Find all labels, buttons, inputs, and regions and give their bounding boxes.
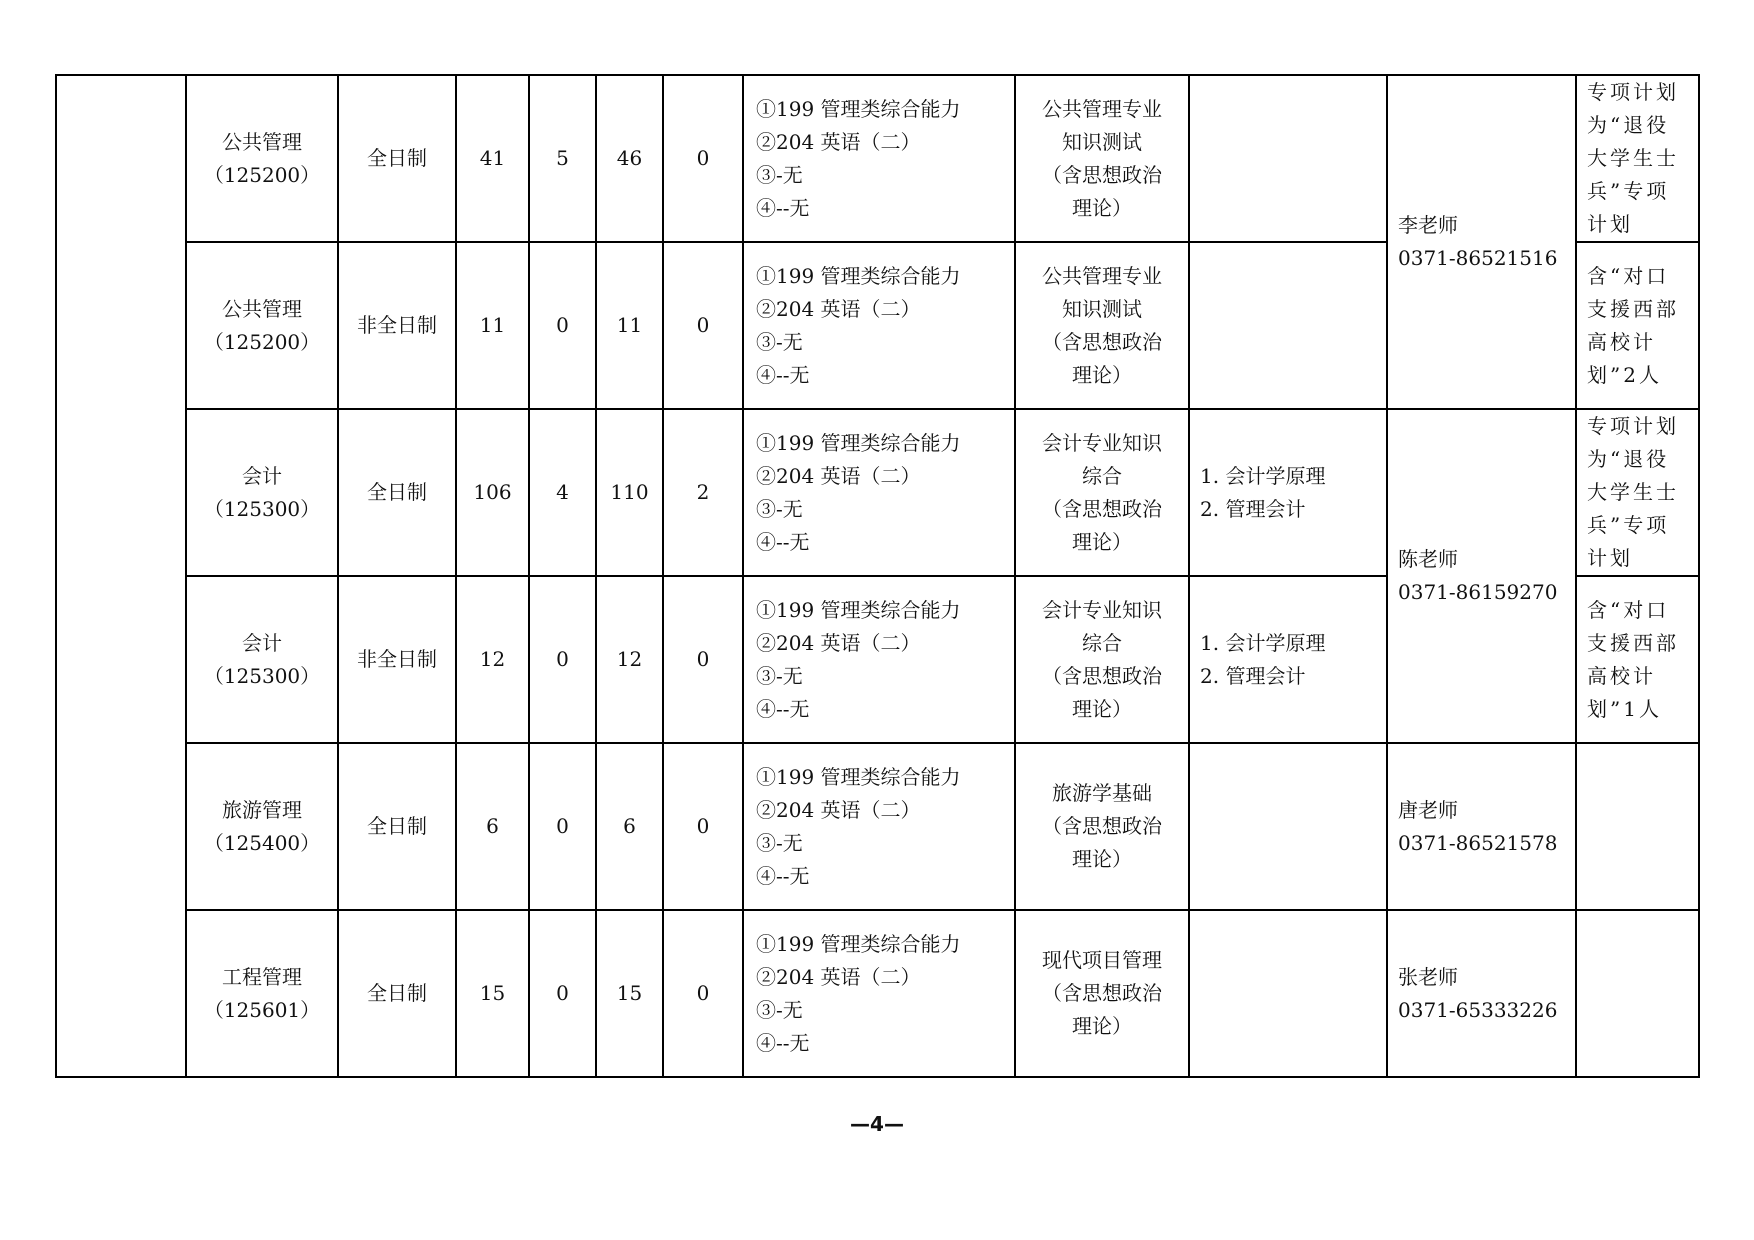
retest-subject-line: 现代项目管理 (1042, 948, 1162, 972)
retest-subject-line: 理论） (1072, 696, 1132, 721)
major-cell (186, 743, 338, 910)
exam-subjects-cell (743, 75, 1015, 242)
college-cell (56, 75, 186, 1077)
page-number: —4— (850, 1112, 904, 1136)
retest-subject-line: 理论） (1072, 195, 1132, 220)
exam-subject-line: ①199 管理类综合能力 (756, 263, 961, 288)
exam-subject-line: ③-无 (756, 997, 803, 1022)
count-cell-2: 4 (529, 409, 596, 576)
contact-name: 李老师 (1398, 213, 1458, 237)
retest-subject-line: 综合 (1082, 463, 1122, 488)
exam-subject-line: ③-无 (756, 162, 803, 187)
exam-subject-line: ②204 英语（二） (756, 964, 921, 989)
additional-subjects-cell (1189, 743, 1387, 910)
major-name: 会计 (242, 630, 282, 655)
retest-subject-line: 理论） (1072, 529, 1132, 554)
additional-subjects-cell (1189, 576, 1387, 743)
major-code: （125300） (203, 496, 321, 521)
exam-subjects-cell (743, 409, 1015, 576)
count-cell-3: 11 (596, 242, 663, 409)
retest-subject-cell (1015, 242, 1189, 409)
exam-subject-line: ②204 英语（二） (756, 463, 921, 488)
exam-subject-line: ③-无 (756, 496, 803, 521)
major-cell (186, 576, 338, 743)
additional-subjects-cell (1189, 409, 1387, 576)
count-cell-3: 12 (596, 576, 663, 743)
table-row (56, 910, 1699, 1077)
count-cell-2: 0 (529, 242, 596, 409)
count-cell-2: 5 (529, 75, 596, 242)
count-cell-4: 0 (663, 576, 743, 743)
count-cell-2: 0 (529, 743, 596, 910)
study-mode-cell: 全日制 (338, 743, 456, 910)
retest-subject-line: （含思想政治 (1042, 496, 1162, 521)
major-cell (186, 242, 338, 409)
count-cell-4: 0 (663, 242, 743, 409)
retest-subject-line: 理论） (1072, 362, 1132, 387)
retest-subject-line: 知识测试 (1062, 296, 1142, 321)
retest-subject-line: 知识测试 (1062, 129, 1142, 154)
study-mode-cell: 全日制 (338, 75, 456, 242)
count-cell-2: 0 (529, 910, 596, 1077)
retest-subject-line: 理论） (1072, 847, 1132, 871)
exam-subject-line: ③-无 (756, 830, 803, 855)
exam-subject-line: ③-无 (756, 329, 803, 354)
exam-subjects-cell (743, 242, 1015, 409)
retest-subject-line: （含思想政治 (1042, 329, 1162, 354)
contact-cell (1387, 743, 1576, 910)
additional-subject-line: 2. 管理会计 (1200, 663, 1306, 688)
exam-subject-line: ②204 英语（二） (756, 630, 921, 655)
major-name: 公共管理 (222, 129, 302, 154)
exam-subjects-cell (743, 743, 1015, 910)
exam-subjects-cell (743, 910, 1015, 1077)
retest-subject-line: 公共管理专业 (1042, 96, 1162, 121)
count-cell-1: 15 (456, 910, 529, 1077)
count-cell-4: 0 (663, 743, 743, 910)
retest-subject-line: 旅游学基础 (1052, 781, 1152, 805)
exam-subjects-cell (743, 576, 1015, 743)
retest-subject-line: （含思想政治 (1042, 162, 1162, 187)
major-code: （125200） (203, 329, 321, 354)
count-cell-3: 110 (596, 409, 663, 576)
table-body (56, 75, 1699, 1077)
contact-phone: 0371-86521578 (1398, 830, 1558, 855)
remark-cell: 含“对口支援西部高校计划”2人 (1576, 242, 1699, 409)
major-cell (186, 409, 338, 576)
exam-subject-line: ④--无 (756, 529, 810, 554)
contact-name: 张老师 (1398, 964, 1458, 989)
remark-cell: 含“对口支援西部高校计划”1人 (1576, 576, 1699, 743)
count-cell-2: 0 (529, 576, 596, 743)
retest-subject-line: 会计专业知识 (1042, 430, 1162, 455)
major-cell (186, 75, 338, 242)
remark-cell (1576, 743, 1699, 910)
exam-subject-line: ①199 管理类综合能力 (756, 931, 961, 956)
retest-subject-line: （含思想政治 (1042, 814, 1162, 838)
study-mode-cell: 全日制 (338, 910, 456, 1077)
additional-subjects-cell (1189, 910, 1387, 1077)
major-name: 会计 (242, 463, 282, 488)
remark-cell: 专项计划为“退役大学生士兵”专项计划 (1576, 409, 1699, 576)
major-code: （125200） (203, 162, 321, 187)
contact-name: 唐老师 (1398, 797, 1458, 822)
contact-phone: 0371-86521516 (1398, 246, 1558, 270)
count-cell-1: 11 (456, 242, 529, 409)
study-mode-cell: 非全日制 (338, 576, 456, 743)
exam-subject-line: ④--无 (756, 863, 810, 888)
table-row (56, 743, 1699, 910)
retest-subject-cell (1015, 576, 1189, 743)
retest-subject-line: （含思想政治 (1042, 981, 1162, 1005)
count-cell-4: 0 (663, 75, 743, 242)
count-cell-1: 106 (456, 409, 529, 576)
exam-subject-line: ④--无 (756, 696, 810, 721)
additional-subject-line: 2. 管理会计 (1200, 496, 1306, 521)
count-cell-1: 6 (456, 743, 529, 910)
major-code: （125601） (203, 997, 321, 1022)
additional-subject-line: 1. 会计学原理 (1200, 463, 1326, 488)
count-cell-3: 15 (596, 910, 663, 1077)
exam-subject-line: ①199 管理类综合能力 (756, 764, 961, 789)
exam-subject-line: ④--无 (756, 195, 810, 220)
retest-subject-line: 会计专业知识 (1042, 597, 1162, 622)
contact-phone: 0371-65333226 (1398, 997, 1558, 1022)
major-name: 旅游管理 (222, 797, 302, 822)
contact-cell (1387, 75, 1576, 409)
exam-subject-line: ②204 英语（二） (756, 129, 921, 154)
additional-subject-line: 1. 会计学原理 (1200, 630, 1326, 655)
retest-subject-line: （含思想政治 (1042, 663, 1162, 688)
major-name: 工程管理 (222, 964, 302, 989)
contact-cell (1387, 910, 1576, 1077)
study-mode-cell: 非全日制 (338, 242, 456, 409)
contact-cell (1387, 409, 1576, 743)
major-cell (186, 910, 338, 1077)
count-cell-4: 0 (663, 910, 743, 1077)
exam-subject-line: ④--无 (756, 1030, 810, 1055)
retest-subject-cell (1015, 409, 1189, 576)
remark-cell (1576, 910, 1699, 1077)
retest-subject-line: 公共管理专业 (1042, 263, 1162, 288)
remark-cell: 专项计划为“退役大学生士兵”专项计划 (1576, 75, 1699, 242)
count-cell-1: 12 (456, 576, 529, 743)
retest-subject-cell (1015, 910, 1189, 1077)
study-mode-cell: 全日制 (338, 409, 456, 576)
additional-subjects-cell (1189, 75, 1387, 242)
table-row (56, 75, 1699, 242)
retest-subject-cell (1015, 743, 1189, 910)
count-cell-3: 6 (596, 743, 663, 910)
retest-subject-line: 综合 (1082, 630, 1122, 655)
retest-subject-cell (1015, 75, 1189, 242)
count-cell-3: 46 (596, 75, 663, 242)
exam-subject-line: ③-无 (756, 663, 803, 688)
major-code: （125300） (203, 663, 321, 688)
major-name: 公共管理 (222, 296, 302, 321)
exam-subject-line: ②204 英语（二） (756, 797, 921, 822)
enrollment-table (55, 74, 1700, 1078)
contact-name: 陈老师 (1398, 547, 1458, 571)
exam-subject-line: ①199 管理类综合能力 (756, 430, 961, 455)
retest-subject-line: 理论） (1072, 1014, 1132, 1038)
major-code: （125400） (203, 830, 321, 855)
exam-subject-line: ②204 英语（二） (756, 296, 921, 321)
exam-subject-line: ④--无 (756, 362, 810, 387)
table-row (56, 409, 1699, 576)
exam-subject-line: ①199 管理类综合能力 (756, 96, 961, 121)
exam-subject-line: ①199 管理类综合能力 (756, 597, 961, 622)
contact-phone: 0371-86159270 (1398, 580, 1558, 604)
additional-subjects-cell (1189, 242, 1387, 409)
count-cell-4: 2 (663, 409, 743, 576)
count-cell-1: 41 (456, 75, 529, 242)
